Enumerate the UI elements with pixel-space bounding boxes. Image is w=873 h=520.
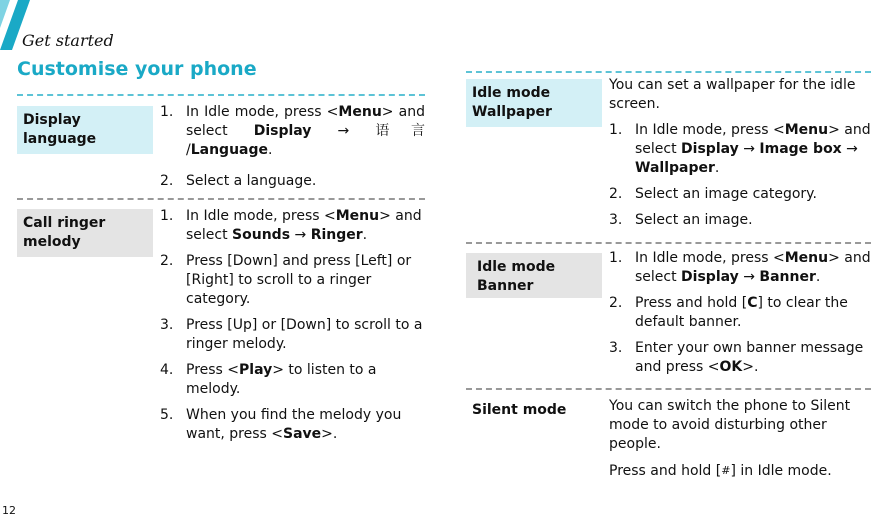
list-item: 2. Press [Down] and press [Left] or [Right] to scroll to a ringer category. — [160, 253, 412, 307]
list-item: 2. Select an image category. — [609, 186, 817, 202]
divider-low-right — [466, 388, 871, 390]
tab-idle-mode-wallpaper — [466, 79, 602, 127]
list-item: 1. In Idle mode, press <Menu> and select Display → Banner. — [609, 250, 871, 285]
hash-key-icon: # — [721, 464, 731, 477]
tab-label: Display language — [23, 112, 97, 147]
tab-display-language — [17, 106, 153, 154]
tab-call-ringer-melody — [17, 209, 153, 257]
tab-idle-mode-banner — [466, 253, 602, 298]
call-ringer-steps — [160, 207, 425, 451]
tab-label: Silent mode — [472, 402, 567, 418]
page-title: Customise your phone — [17, 58, 257, 80]
silent-instruction: Press and hold [#] in Idle mode. — [609, 463, 832, 479]
list-item: 1. In Idle mode, press <Menu> and select Display → 语言 /Language. — [160, 104, 426, 158]
list-item: 1. In Idle mode, press <Menu> and select Display → Image box → Wallpaper. — [609, 122, 871, 176]
tab-label: Call ringer melody — [23, 215, 106, 250]
divider-top-left — [17, 94, 425, 96]
divider-mid-left — [17, 198, 425, 200]
list-item: 5. When you find the melody you want, press <Save>. — [160, 407, 402, 442]
list-item: 2. Select a language. — [160, 173, 317, 189]
page-number: 12 — [2, 504, 16, 517]
list-item: 3. Press [Up] or [Down] to scroll to a ringer melody. — [160, 317, 423, 352]
tab-silent-mode — [466, 396, 602, 432]
divider-mid-right — [466, 242, 871, 244]
tab-label: Idle mode Banner — [477, 259, 556, 294]
list-item: 4. Press <Play> to listen to a melody. — [160, 362, 377, 397]
list-item: 3. Enter your own banner message and press <OK>. — [609, 340, 864, 375]
list-item: 2. Press and hold [C] to clear the default banner. — [609, 295, 848, 330]
wallpaper-intro: You can set a wallpaper for the idle screen. — [609, 77, 856, 112]
divider-top-right — [466, 71, 871, 73]
wallpaper-content — [609, 76, 871, 237]
list-item: 1. In Idle mode, press <Menu> and select Sounds → Ringer. — [160, 208, 422, 243]
list-item: 3. Select an image. — [609, 212, 753, 228]
silent-content — [609, 397, 871, 488]
header-title: Get started — [22, 31, 114, 50]
banner-steps — [609, 249, 871, 384]
silent-description: You can switch the phone to Silent mode to avoid disturbing other people. — [609, 398, 851, 452]
tab-label: Idle mode Wallpaper — [472, 85, 552, 120]
display-language-steps — [160, 103, 425, 198]
